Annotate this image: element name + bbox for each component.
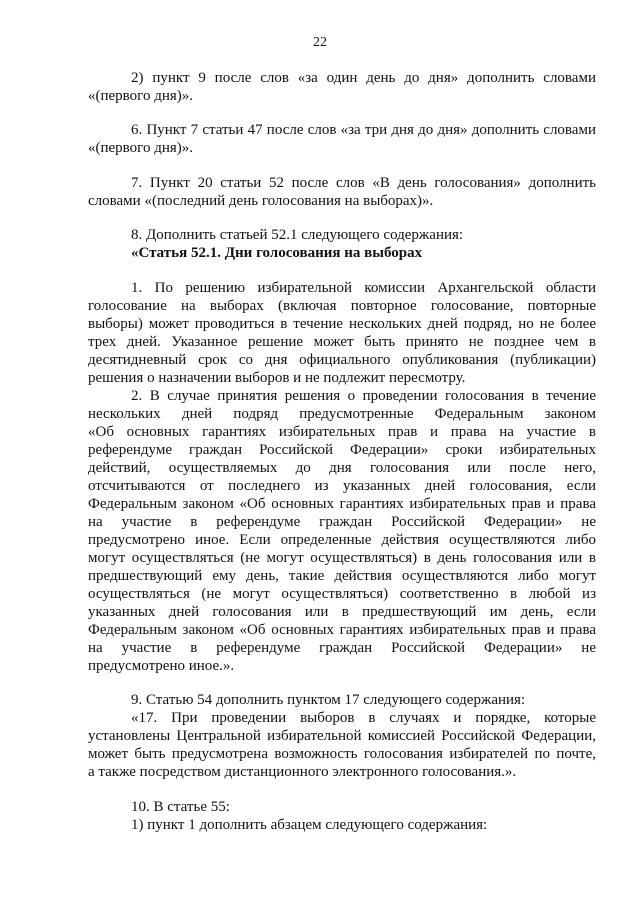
article-heading: «Статья 52.1. Дни голосования на выборах	[131, 245, 423, 261]
paragraph-line: на участие в референдуме граждан Российской Федерации» не	[88, 640, 596, 656]
paragraph-line: может быть предусмотрена возможность голосования избирателей по почте,	[88, 746, 596, 762]
paragraph-line: 8. Дополнить статьей 52.1 следующего содержания:	[131, 227, 464, 243]
paragraph-line: 2. В случае принятия решения о проведении голосования в течение	[131, 388, 596, 404]
paragraph-line: 6. Пункт 7 статьи 47 после слов «за три дня до дня» дополнить словами	[131, 122, 596, 138]
paragraph-line: референдуме граждан Российской Федерации» сроки избирательных	[88, 442, 596, 458]
paragraph-line: предусмотрено иное. Если определенные действия осуществляются либо	[88, 532, 596, 548]
paragraph-line: трех дней. Указанное решение может быть принято не позднее чем в	[88, 334, 596, 350]
paragraph-line: десятидневный срок со дня официального опубликования (публикации)	[88, 352, 596, 368]
paragraph-line: указанных дней голосования или в предшествующий им день, если	[88, 604, 596, 620]
paragraph-line: 1) пункт 1 дополнить абзацем следующего содержания:	[131, 817, 488, 833]
paragraph-line: 2) пункт 9 после слов «за один день до дня» дополнить словами	[131, 70, 596, 86]
paragraph-line: «Об основных гарантиях избирательных прав и права на участие в	[88, 424, 596, 440]
paragraph-line: а также посредством дистанционного электронного голосования.».	[88, 764, 517, 780]
paragraph-line: осуществляться (не могут осуществляться) соответственно в любой из	[88, 586, 596, 602]
paragraph-line: «17. При проведении выборов в случаях и порядке, которые	[131, 710, 596, 726]
paragraph-line: действий, осуществляемых до дня голосования или после него,	[88, 460, 596, 476]
paragraph-line: голосование на выборах (включая повторное голосование, повторные	[88, 298, 596, 314]
paragraph-line: предусмотрено иное.».	[88, 658, 235, 674]
paragraph-line: Федеральным законом «Об основных гарантиях избирательных прав и права	[88, 496, 596, 512]
paragraph-line: 10. В статье 55:	[131, 799, 230, 815]
paragraph-line: 9. Статью 54 дополнить пунктом 17 следующего содержания:	[131, 692, 526, 708]
paragraph-line: словами «(последний день голосования на выборах)».	[88, 193, 434, 209]
paragraph-line: выборы) может проводиться в течение нескольких дней подряд, но не более	[88, 316, 596, 332]
paragraph-line: могут осуществляться (не могут осуществляться) в день голосования или в	[88, 550, 596, 566]
page-number: 22	[313, 35, 327, 50]
paragraph-line: предшествующий ему день, такие действия осуществляются либо могут	[88, 568, 596, 584]
paragraph-line: 1. По решению избирательной комиссии Архангельской области	[131, 280, 596, 296]
paragraph-line: установлены Центральной избирательной комиссией Российской Федерации,	[88, 728, 596, 744]
paragraph-line: отсчитываются от последнего из указанных дней голосования, если	[88, 478, 596, 494]
paragraph-line: Федеральным законом «Об основных гарантиях избирательных прав и права	[88, 622, 596, 638]
paragraph-line: «(первого дня)».	[88, 88, 193, 104]
paragraph-line: нескольких дней подряд предусмотренные Федеральным законом	[88, 406, 596, 422]
paragraph-line: на участие в референдуме граждан Российской Федерации» не	[88, 514, 596, 530]
paragraph-line: 7. Пункт 20 статьи 52 после слов «В день голосования» дополнить	[131, 175, 596, 191]
paragraph-line: «(первого дня)».	[88, 140, 193, 156]
paragraph-line: решения о назначении выборов и не подлежит пересмотру.	[88, 370, 466, 386]
